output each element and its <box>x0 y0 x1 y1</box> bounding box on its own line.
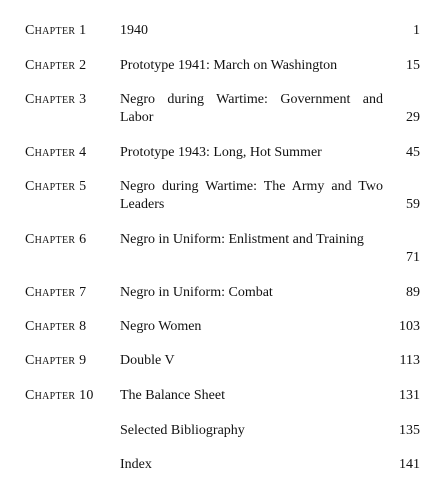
chapter-label: Chapter 1 <box>25 23 87 38</box>
chapter-label: Chapter 5 <box>25 179 87 194</box>
chapter-title: Negro during Wartime: The Army and Two Leaders <box>120 179 383 212</box>
page-number: 131 <box>399 388 420 403</box>
bibliography-title: Selected Bibliography <box>120 423 245 438</box>
chapter-title: Negro in Uniform: Combat <box>120 285 273 300</box>
chapter-title: The Balance Sheet <box>120 388 225 403</box>
chapter-title: Prototype 1941: March on Washington <box>120 58 338 73</box>
page-number: 103 <box>399 319 420 334</box>
chapter-label: Chapter 10 <box>25 388 94 403</box>
page-number: 135 <box>399 423 420 438</box>
chapter-label: Chapter 4 <box>25 145 87 160</box>
index-title: Index <box>120 457 152 472</box>
chapter-title: Negro Women <box>120 319 202 334</box>
chapter-label: Chapter 3 <box>25 92 87 107</box>
page-number: 1 <box>413 23 420 38</box>
page-number: 113 <box>399 353 420 368</box>
chapter-title: Double V <box>120 353 175 368</box>
chapter-label: Chapter 9 <box>25 353 87 368</box>
chapter-title: Prototype 1943: Long, Hot Summer <box>120 145 322 160</box>
chapter-title: Negro in Uniform: Enlistment and Training <box>120 232 364 247</box>
chapter-title: 1940 <box>120 23 148 38</box>
chapter-title: Negro during Wartime: Government and Labor <box>120 92 383 125</box>
page-number: 29 <box>406 110 420 125</box>
page-number: 59 <box>406 197 420 212</box>
page-number: 141 <box>399 457 420 472</box>
page-number: 89 <box>406 285 420 300</box>
page-number: 15 <box>406 58 420 73</box>
page-number: 45 <box>406 145 420 160</box>
chapter-label: Chapter 6 <box>25 232 87 247</box>
chapter-label: Chapter 8 <box>25 319 87 334</box>
chapter-label: Chapter 2 <box>25 58 87 73</box>
page-number: 71 <box>406 250 420 265</box>
chapter-label: Chapter 7 <box>25 285 87 300</box>
